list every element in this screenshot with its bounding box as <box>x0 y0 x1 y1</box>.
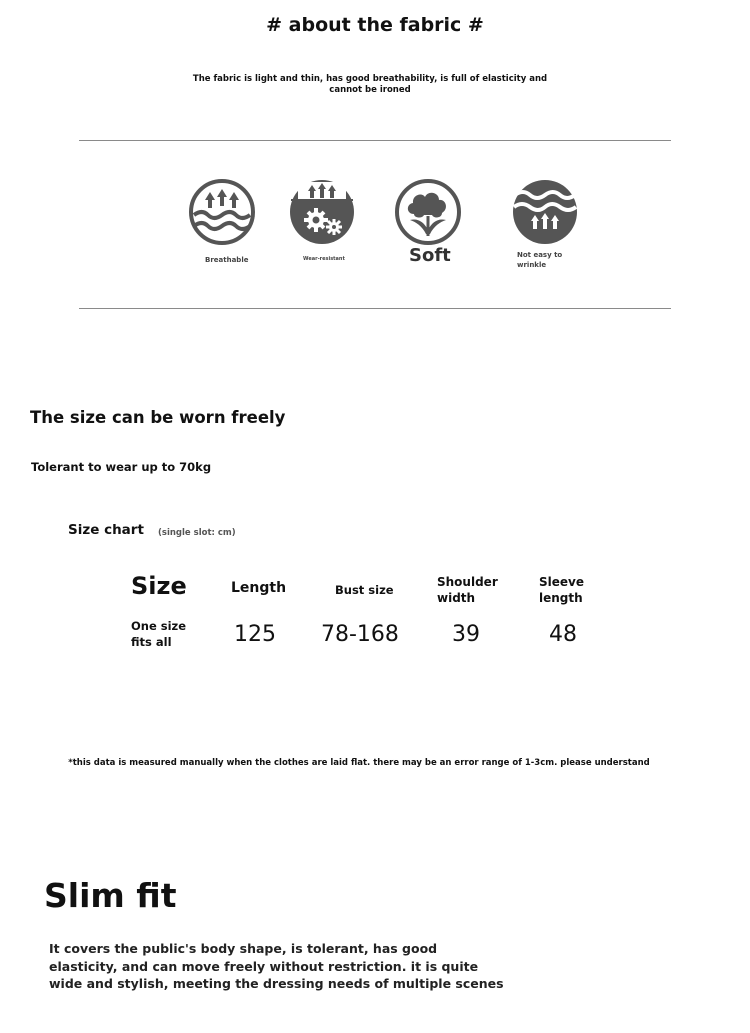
weight-tolerance: Tolerant to wear up to 70kg <box>31 460 212 474</box>
fabric-description: The fabric is light and thin, has good breathability, is full of elasticity and cannot be ironed <box>192 74 548 95</box>
feature-label-wear-resistant: Wear-resistant <box>303 256 345 262</box>
table-cell-shoulder: 39 <box>452 622 480 647</box>
column-header-sleeve: Sleeve length <box>539 575 584 605</box>
column-header-shoulder: Shoulder width <box>437 575 498 605</box>
table-cell-length: 125 <box>234 622 276 647</box>
column-header-bust: Bust size <box>335 583 394 597</box>
size-chart-title: Size chart <box>68 522 144 538</box>
wear-resistant-icon <box>288 178 356 246</box>
table-cell-sleeve: 48 <box>549 622 577 647</box>
breathable-icon <box>188 178 256 246</box>
size-section-heading: The size can be worn freely <box>30 408 286 427</box>
table-cell-bust: 78-168 <box>321 622 399 647</box>
column-header-length: Length <box>231 580 287 596</box>
no-wrinkle-icon <box>511 178 579 246</box>
table-row-size-label: One size fits all <box>131 619 187 649</box>
divider-top <box>79 140 671 141</box>
fit-title: Slim fit <box>44 876 177 915</box>
divider-bottom <box>79 308 671 309</box>
fabric-section-title: # about the fabric # <box>266 14 484 36</box>
fit-description: It covers the public's body shape, is tolerant, has good elasticity, and can move freely without restriction. it is quite wide and stylish, meeting the dressing needs of multiple scenes <box>49 941 504 991</box>
cotton-icon <box>394 178 462 246</box>
measurement-note: *this data is measured manually when the clothes are laid flat. there may be an error range of 1-3cm. please understand <box>68 758 650 768</box>
feature-label-soft: Soft <box>409 245 451 266</box>
feature-label-breathable: Breathable <box>205 256 249 264</box>
size-chart-unit: (single slot: cm) <box>158 528 236 538</box>
column-header-size: Size <box>131 572 187 600</box>
feature-label-no-wrinkle: Not easy to wrinkle <box>517 251 563 269</box>
